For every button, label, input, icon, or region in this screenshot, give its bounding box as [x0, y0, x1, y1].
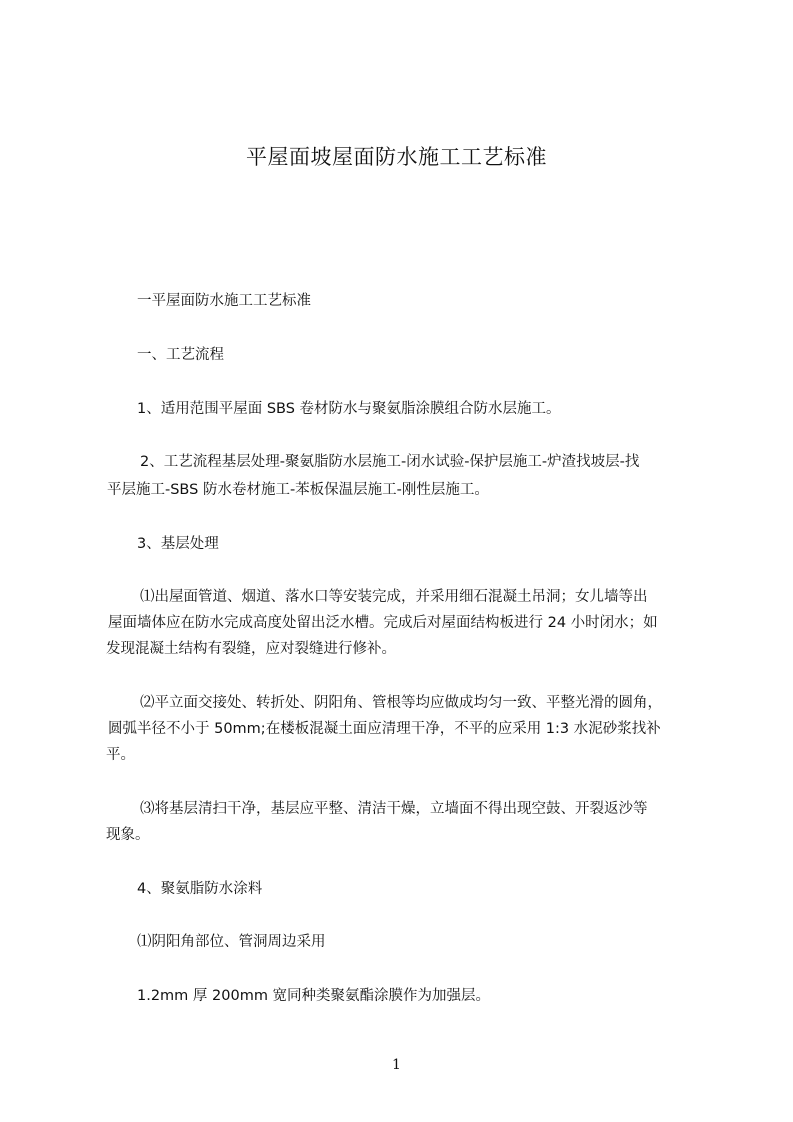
paragraph-sub-1-line-3: 发现混凝土结构有裂缝，应对裂缝进行修补。 [106, 641, 396, 657]
section-heading: 一平屋面防水施工工艺标准 [137, 293, 311, 309]
paragraph-sub-3-line-1: ⑶将基层清扫干净，基层应平整、清洁干燥，立墙面不得出现空鼓、开裂返沙等 [140, 801, 648, 817]
paragraph-sub-1-line-2: 屋面墙体应在防水完成高度处留出泛水槽。完成后对屋面结构板进行 24 小时闭水；如 [108, 615, 658, 631]
document-title: 平屋面坡屋面防水施工工艺标准 [246, 145, 547, 169]
heading-process-flow: 一、工艺流程 [137, 347, 224, 363]
paragraph-sub-2-line-2: 圆弧半径不小于 50mm;在楼板混凝土面应清理干净，不平的应采用 1:3 水泥砂浆找补 [108, 721, 661, 737]
paragraph-sub-2-line-3: 平。 [106, 747, 135, 763]
paragraph-sub-4-2: 1.2mm 厚 200mm 宽同种类聚氨酯涂膜作为加强层。 [137, 988, 491, 1004]
page-number: 1 [392, 1057, 401, 1073]
paragraph-item-4: 4、聚氨脂防水涂料 [137, 881, 263, 897]
paragraph-item-2-line-2: 平层施工-SBS 防水卷材施工-苯板保温层施工-刚性层施工。 [107, 482, 489, 498]
paragraph-sub-2-line-1: ⑵平立面交接处、转折处、阴阳角、管根等均应做成均匀一致、平整光滑的圆角， [140, 695, 662, 711]
paragraph-sub-4-1: ⑴阴阳角部位、管洞周边采用 [137, 934, 326, 950]
paragraph-sub-3-line-2: 现象。 [106, 827, 150, 843]
paragraph-item-3: 3、基层处理 [137, 536, 219, 552]
paragraph-sub-1-line-1: ⑴出屋面管道、烟道、落水口等安装完成，并采用细石混凝土吊洞；女儿墙等出 [140, 589, 648, 605]
paragraph-item-1: 1、适用范围平屋面 SBS 卷材防水与聚氨脂涂膜组合防水层施工。 [137, 401, 561, 417]
paragraph-item-2-line-1: 2、工艺流程基层处理-聚氨脂防水层施工-闭水试验-保护层施工-炉渣找坡层-找 [140, 454, 640, 470]
